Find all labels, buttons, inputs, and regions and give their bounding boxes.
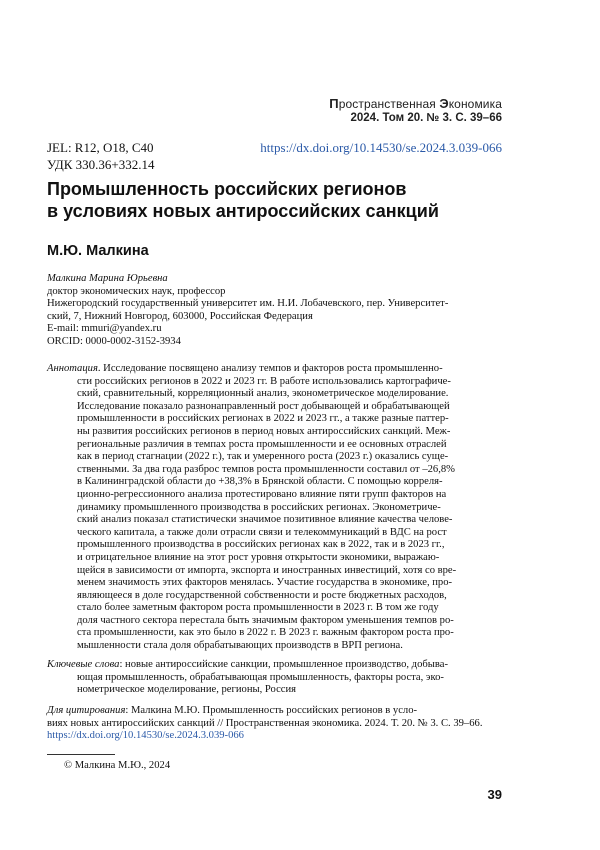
affiliation-line: Нижегородский государственный университет им. Н.И. Лобачевского, пер. Университет- xyxy=(47,298,449,310)
abstract-line: ста промышленности, как это было в 2022 г. В 2023 г. важным фактором роста про- xyxy=(77,627,454,639)
abstract-line: являющееся в доле государственной собственности и росте бюджетных расходов, xyxy=(77,589,447,601)
abstract-line: стало более заметным фактором роста промышленности в 2023 г. В том же году xyxy=(77,602,439,614)
abstract-line: промышленного производства в российских регионах как в 2022, так и в 2023 гг., xyxy=(77,539,445,551)
abstract-line: как в период стагнации (2022 г.), так и умеренного роста (2023 г.) оказались суще- xyxy=(77,451,449,463)
abstract-line: в Калининградской области до +38,3% в Брянской области. С помощью корреля- xyxy=(77,476,443,488)
journal-issue: 2024. Том 20. № 3. С. 39–66 xyxy=(350,112,502,124)
classification-codes xyxy=(47,139,155,173)
abstract-line: динамику промышленного производства в российских регионах. Эконометриче- xyxy=(77,501,441,513)
author-email[interactable]: E-mail: mmuri@yandex.ru xyxy=(47,323,162,335)
abstract-line: щейся в зависимости от импорта, экспорта и иностранных инвестиций, хотя со вре- xyxy=(77,564,457,576)
abstract-line: ны развития российских регионов в период новых антироссийских санкций. Меж- xyxy=(77,425,451,437)
keywords-first-line: Ключевые слова: новые антироссийские санкции, промышленное производство, добыва- xyxy=(47,659,448,670)
affiliation-line: ский, 7, Нижний Новгород, 603000, Российская Федерация xyxy=(47,310,313,322)
abstract-line: и отрицательное влияние на этот рост уровня открытости экономики, выражаю- xyxy=(77,551,440,563)
citation xyxy=(47,705,507,743)
abstract-line: ственными. За два года разброс темпов роста промышленности составил от –26,8% xyxy=(77,463,455,475)
keywords-label: Ключевые слова xyxy=(47,659,120,670)
title-line: в условиях новых антироссийских санкций xyxy=(47,201,439,221)
keywords xyxy=(47,659,507,697)
journal-header xyxy=(329,97,502,125)
abstract-line: региональные различия в темпах роста промышленности и ее основных отраслей xyxy=(77,438,447,450)
article-title xyxy=(47,178,517,222)
author-affiliation xyxy=(47,273,507,349)
citation-first-line: Для цитирования: Малкина М.Ю. Промышленность российских регионов в усло- xyxy=(47,705,418,716)
abstract xyxy=(47,363,507,653)
author-orcid: ORCID: 0000-0002-3152-3934 xyxy=(47,335,181,347)
abstract-line: менем значимость этих факторов менялась. Участие государства в экономике, про- xyxy=(77,577,453,589)
citation-line: виях новых антироссийских санкций // Пространственная экономика. 2024. Т. 20. № 3. С. 39–66. xyxy=(47,717,483,729)
page-number: 39 xyxy=(487,787,502,802)
keywords-line: нометрическое моделирование, регионы, Россия xyxy=(77,684,297,696)
footnote-divider xyxy=(47,754,115,755)
abstract-label: Аннотация xyxy=(47,363,98,374)
abstract-first-line: Аннотация. Исследование посвящено анализу темпов и факторов роста промышленно- xyxy=(47,363,443,374)
author-degree: доктор экономических наук, профессор xyxy=(47,285,226,297)
copyright-notice: © Малкина М.Ю., 2024 xyxy=(64,760,171,771)
abstract-line: ский анализ показал статистически значимое позитивное влияние качества челове- xyxy=(77,514,453,526)
doi-link[interactable]: https://dx.doi.org/10.14530/se.2024.3.039-066 xyxy=(260,140,502,155)
citation-doi-link[interactable]: https://dx.doi.org/10.14530/se.2024.3.039-066 xyxy=(47,730,244,742)
abstract-line: Исследование показало разнонаправленный рост добывающей и обрабатывающей xyxy=(77,400,450,412)
author-name: М.Ю. Малкина xyxy=(47,243,149,259)
abstract-line: доля частного сектора перестала быть значимым фактором уменьшения темпов ро- xyxy=(77,614,454,626)
abstract-line: сти российских регионов в 2022 и 2023 гг. В работе использовались картографиче- xyxy=(77,375,451,387)
journal-name: Пространственная Экономика xyxy=(329,96,502,111)
abstract-line: мышленности стала доля обрабатывающих производств в ВРП региона. xyxy=(77,640,403,652)
udk-code: УДК 330.36+332.14 xyxy=(47,157,155,172)
jel-code: JEL: R12, O18, C40 xyxy=(47,140,154,155)
author-full-name: Малкина Марина Юрьевна xyxy=(47,273,168,284)
abstract-line: промышленности в российских регионах в 2022 и 2023 гг., а также разные паттер- xyxy=(77,413,449,425)
title-line: Промышленность российских регионов xyxy=(47,179,407,199)
abstract-line: ский, сравнительный, корреляционный анализ, эконометрическое моделирование. xyxy=(77,388,449,400)
citation-label: Для цитирования xyxy=(47,705,126,716)
abstract-line: ционно-регрессионного анализа протестировано влияние пяти групп факторов на xyxy=(77,488,447,500)
abstract-line: ческого капитала, а также доли отрасли связи и телекоммуникаций в ВДС на рост xyxy=(77,526,447,538)
keywords-line: ющая промышленность, обрабатывающая промышленность, факторы роста, эко- xyxy=(77,671,444,683)
